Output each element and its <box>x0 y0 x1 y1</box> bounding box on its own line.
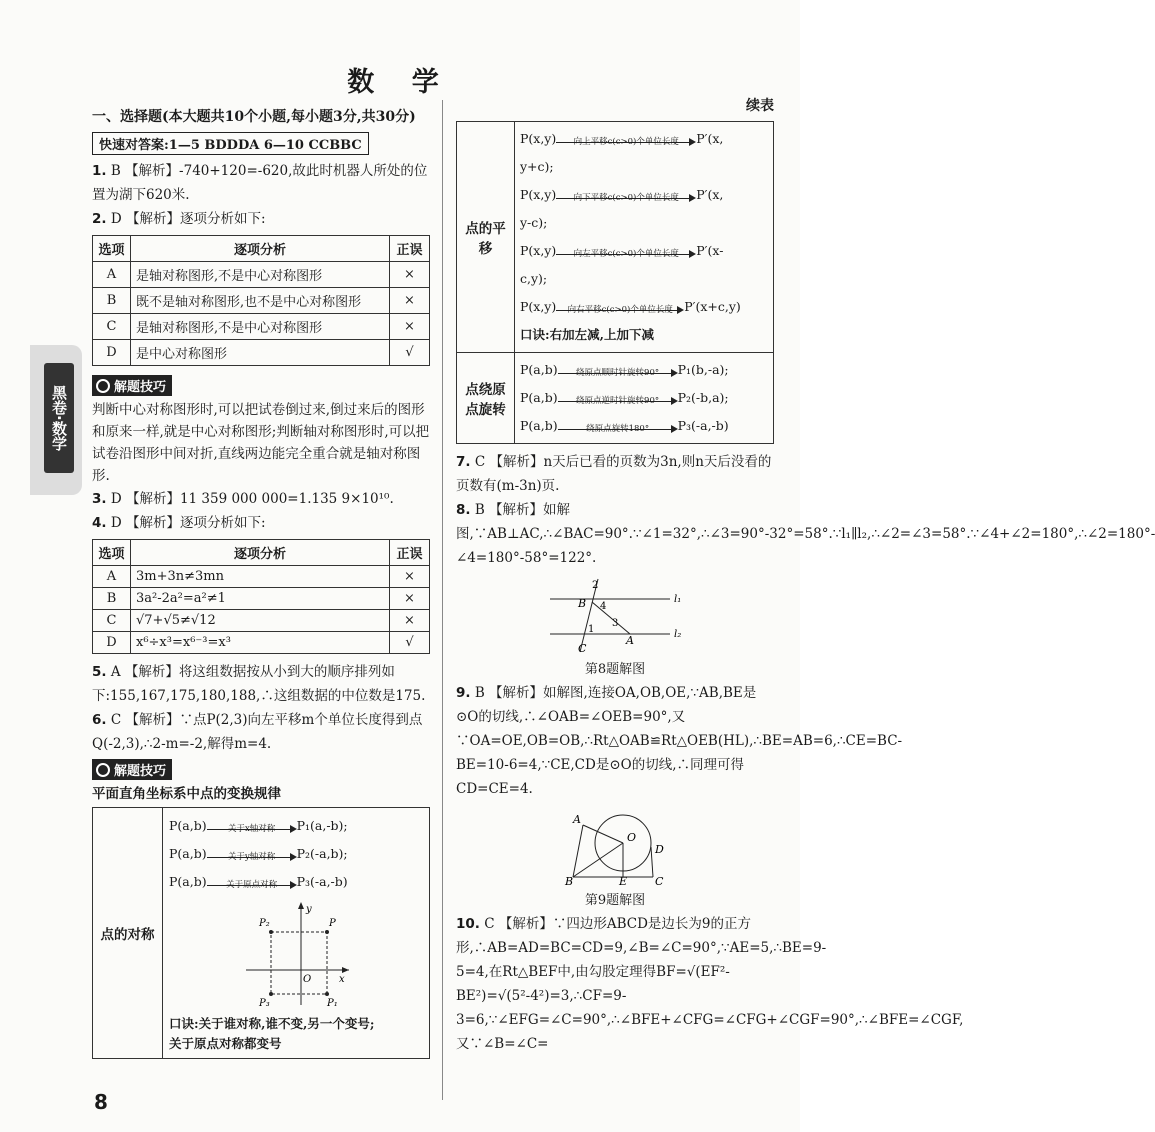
arrow <box>558 420 678 434</box>
symmetry-label: 点的对称 <box>93 808 163 1059</box>
angle-label: 1 <box>588 624 595 635</box>
arrow <box>556 245 696 259</box>
figure-9 <box>555 805 675 888</box>
question-7 <box>456 450 774 498</box>
table-cell: × <box>390 262 430 288</box>
table-cell: D <box>93 632 131 654</box>
point-label: E <box>619 875 628 888</box>
key-icon <box>96 763 110 777</box>
table-cell: D <box>93 340 131 366</box>
question-text: B 【解析】如解图,∵AB⊥AC,∴∠BAC=90°.∵∠1=32°,∴∠3=90°-32°=58°.∵l₁∥l₂,∴∠2=∠3=58°.∵∠4+∠2=180°,∴∠2=180°-∠4=180°-58°=122°. <box>456 502 1155 566</box>
table-header: 逐项分析 <box>131 540 390 566</box>
arrow-label: 关于x轴对称 <box>227 823 276 834</box>
arrow <box>556 301 684 315</box>
question-number: 6. <box>92 712 107 728</box>
point-label: P <box>329 918 336 929</box>
trans-row <box>520 181 768 209</box>
trans-to: P′(x+c,y) <box>684 299 741 314</box>
trans-from: P(x,y) <box>520 187 557 202</box>
angle-label: 3 <box>612 618 619 629</box>
arrow <box>556 133 696 147</box>
question-text: C 【解析】∵点P(2,3)向左平移m个单位长度得到点Q(-2,3),∴2-m=-2,解得m=4. <box>92 712 423 752</box>
table-row <box>93 588 430 610</box>
point-label: B <box>578 597 587 610</box>
key-icon <box>96 379 110 393</box>
arrow-label: 向下平移c(c>0)个单位长度 <box>573 192 679 203</box>
tip-label: 解题技巧 <box>114 380 167 395</box>
table-cell: 3a²-2a²=a²≠1 <box>131 588 390 610</box>
question-number: 3. <box>92 491 107 507</box>
question-5 <box>92 660 430 708</box>
page-title: 数 学 <box>347 67 453 98</box>
question-text: D 【解析】逐项分析如下: <box>110 515 266 531</box>
question-9 <box>456 681 903 801</box>
table-cell: B <box>93 588 131 610</box>
sym-from: P(a,b) <box>169 846 207 861</box>
translation-label: 点的平移 <box>457 122 515 353</box>
line-label: l₂ <box>674 629 682 640</box>
sym-to: P₃(-a,-b) <box>296 874 348 889</box>
question-1 <box>92 159 430 207</box>
trans-row <box>520 293 768 321</box>
question-number: 5. <box>92 664 107 680</box>
question-text: C 【解析】∵四边形ABCD是边长为9的正方形,∴AB=AD=BC=CD=9,∠B=∠C=90°,∵AE=5,∴BE=9-5=4,在Rt△BEF中,由勾股定理得BF=√(EF²-BE²)=√(5²-4²)=3,∴CF=9-3=6,∵∠EFG=∠C=90°,∴∠BFE+∠CFG=∠CFG+∠CGF=90°,∴∠BFE=∠CGF,又∵∠B=∠C= <box>456 916 964 1052</box>
table-cell: √ <box>390 340 430 366</box>
question-text: A 【解析】将这组数据按从小到大的顺序排列如下:155,167,175,180,188,∴这组数据的中位数是175. <box>92 664 426 704</box>
sym-to: P₁(a,-b); <box>296 818 348 833</box>
table-header: 正误 <box>390 236 430 262</box>
sym-to: P₂(-a,b); <box>296 846 348 861</box>
table-header: 选项 <box>93 540 131 566</box>
table-row <box>93 288 430 314</box>
question-2 <box>92 207 430 231</box>
fast-answer-box: 快速对答案:1—5 BDDDA 6—10 CCBBC <box>92 132 369 155</box>
line-label: l₁ <box>674 594 682 605</box>
arrow-label: 向右平移c(c>0)个单位长度 <box>567 304 673 315</box>
question-text: C 【解析】n天后已看的页数为3n,则n天后没看的页数有(m-3n)页. <box>456 454 772 494</box>
axis-label-y: y <box>306 904 312 915</box>
trans-cont: c,y); <box>520 271 548 286</box>
sym-row <box>169 812 423 840</box>
table-cell: 是中心对称图形 <box>131 340 390 366</box>
rot-row <box>520 412 768 440</box>
table-cell: × <box>390 314 430 340</box>
arrow <box>207 820 297 834</box>
trans-cont: y-c); <box>520 215 548 230</box>
question-number: 7. <box>456 454 471 470</box>
trans-cont: y+c); <box>520 159 554 174</box>
mnemonic: 关于原点对称都变号 <box>169 1036 282 1051</box>
trans-from: P(x,y) <box>520 243 557 258</box>
trans-from: P(x,y) <box>520 131 557 146</box>
page-number: 8 <box>94 1090 108 1114</box>
point-label: P₂ <box>259 918 270 929</box>
symmetry-table <box>92 807 430 1059</box>
point-label: P₃ <box>259 998 270 1009</box>
arrow-label: 向左平移c(c>0)个单位长度 <box>573 248 679 259</box>
point-label: O <box>627 831 637 844</box>
table-row <box>93 566 430 588</box>
question-text: B 【解析】如解图,连接OA,OB,OE,∵AB,BE是⊙O的切线,∴∠OAB=∠OEB=90°,又∵OA=OE,OB=OB,∴Rt△OAB≌Rt△OEB(HL),∴BE=AB=6,∴CE=BC-BE=10-6=4,∵CE,CD是⊙O的切线,∴同理可得CD=CE=4. <box>456 685 903 797</box>
rot-from: P(a,b) <box>520 362 558 377</box>
analysis-table-1 <box>92 235 430 366</box>
arrow-label: 关于y轴对称 <box>227 851 276 862</box>
sym-row <box>169 840 423 868</box>
arrow <box>558 364 678 378</box>
axis-label-x: x <box>339 974 345 985</box>
rot-row <box>520 356 768 384</box>
trans-row <box>520 125 768 153</box>
table-cell: × <box>390 288 430 314</box>
table-cell: 3m+3n≠3mn <box>131 566 390 588</box>
trans-row <box>520 237 768 265</box>
section-heading: 一、选择题(本大题共10个小题,每小题3分,共30分) <box>92 109 416 125</box>
table-cell: × <box>390 588 430 610</box>
question-number: 10. <box>456 916 480 932</box>
arrow <box>207 848 297 862</box>
arrow-label: 关于原点对称 <box>226 879 278 890</box>
table-row <box>93 610 430 632</box>
table-cell: B <box>93 288 131 314</box>
arrow <box>207 876 297 890</box>
table-header: 选项 <box>93 236 131 262</box>
rotation-label: 点绕原点旋转 <box>457 353 515 444</box>
question-number: 1. <box>92 163 107 179</box>
side-tab-label: 黑卷·数学 <box>44 363 74 473</box>
table-cell: C <box>93 610 131 632</box>
table-header: 正误 <box>390 540 430 566</box>
transform-table <box>456 121 774 444</box>
table-row <box>93 262 430 288</box>
table-cell: √ <box>390 632 430 654</box>
question-text: B 【解析】-740+120=-620,故此时机器人所处的位置为湖下620米. <box>92 163 428 203</box>
angle-label: 4 <box>600 601 607 612</box>
figure-8-caption: 第8题解图 <box>584 662 646 677</box>
left-column <box>92 100 430 1059</box>
table-cell: × <box>390 610 430 632</box>
table-cell: A <box>93 566 131 588</box>
table-header: 逐项分析 <box>131 236 390 262</box>
right-column <box>456 95 1155 1056</box>
table-cell: x⁶÷x³=x⁶⁻³=x³ <box>131 632 390 654</box>
sym-row <box>169 868 423 896</box>
arrow <box>556 189 696 203</box>
rot-from: P(a,b) <box>520 390 558 405</box>
coordinate-figure <box>241 900 351 1010</box>
tip-badge <box>92 375 172 396</box>
point-label: A <box>573 813 581 826</box>
question-number: 4. <box>92 515 107 531</box>
continued-label: 续表 <box>746 98 774 114</box>
rot-to: P₁(b,-a); <box>677 362 729 377</box>
point-label: P₁ <box>327 998 338 1009</box>
table-cell: 既不是轴对称图形,也不是中心对称图形 <box>131 288 390 314</box>
trans-to: P′(x- <box>696 243 724 258</box>
arrow-label: 绕原点逆时针旋转90° <box>576 395 660 406</box>
arrow-label: 绕原点顺时针旋转90° <box>576 367 660 378</box>
rot-from: P(a,b) <box>520 418 558 433</box>
mnemonic: 口诀:关于谁对称,谁不变,另一个变号; <box>169 1016 375 1031</box>
point-label: A <box>626 634 634 647</box>
question-8 <box>456 498 1155 570</box>
point-label: C <box>578 642 587 655</box>
mnemonic: 口诀:右加左减,上加下减 <box>520 327 654 342</box>
arrow-label: 向上平移c(c>0)个单位长度 <box>573 136 679 147</box>
table-cell: 是轴对称图形,不是中心对称图形 <box>131 314 390 340</box>
table-row <box>93 340 430 366</box>
question-number: 8. <box>456 502 471 518</box>
figure-8 <box>540 574 690 654</box>
point-label: C <box>655 875 664 888</box>
table-cell: C <box>93 314 131 340</box>
rot-to: P₃(-a,-b) <box>677 418 729 433</box>
question-6 <box>92 708 430 756</box>
arrow-label: 绕原点旋转180° <box>586 423 650 434</box>
origin-label: O <box>303 974 312 985</box>
table-row <box>93 632 430 654</box>
table-row <box>93 314 430 340</box>
tip-label: 解题技巧 <box>114 764 167 779</box>
point-label: D <box>655 843 664 856</box>
trans-to: P′(x, <box>696 131 724 146</box>
arrow <box>558 392 678 406</box>
trans-from: P(x,y) <box>520 299 557 314</box>
side-tab <box>30 345 82 495</box>
column-divider <box>442 100 443 1100</box>
trans-to: P′(x, <box>696 187 724 202</box>
rot-to: P₂(-b,a); <box>677 390 729 405</box>
question-3 <box>92 487 430 511</box>
question-text: D 【解析】11 359 000 000=1.135 9×10¹⁰. <box>110 491 394 507</box>
point-label: B <box>565 875 574 888</box>
question-text: D 【解析】逐项分析如下: <box>110 211 266 227</box>
figure-9-caption: 第9题解图 <box>584 893 646 908</box>
table-cell: √7+√5≠√12 <box>131 610 390 632</box>
table-cell: A <box>93 262 131 288</box>
table-cell: × <box>390 566 430 588</box>
tip-text: 判断中心对称图形时,可以把试卷倒过来,倒过来后的图形和原来一样,就是中心对称图形;判断轴对称图形时,可以把试卷沿图形中间对折,直线两边能完全重合就是轴对称图形. <box>92 402 430 484</box>
angle-label: 2 <box>592 580 599 591</box>
tip2-title: 平面直角坐标系中点的变换规律 <box>92 786 281 802</box>
question-number: 9. <box>456 685 471 701</box>
sym-from: P(a,b) <box>169 818 207 833</box>
question-4 <box>92 511 430 535</box>
rot-row <box>520 384 768 412</box>
tip-badge <box>92 759 172 780</box>
sym-from: P(a,b) <box>169 874 207 889</box>
table-cell: 是轴对称图形,不是中心对称图形 <box>131 262 390 288</box>
question-number: 2. <box>92 211 107 227</box>
question-10 <box>456 912 964 1056</box>
analysis-table-2 <box>92 539 430 654</box>
